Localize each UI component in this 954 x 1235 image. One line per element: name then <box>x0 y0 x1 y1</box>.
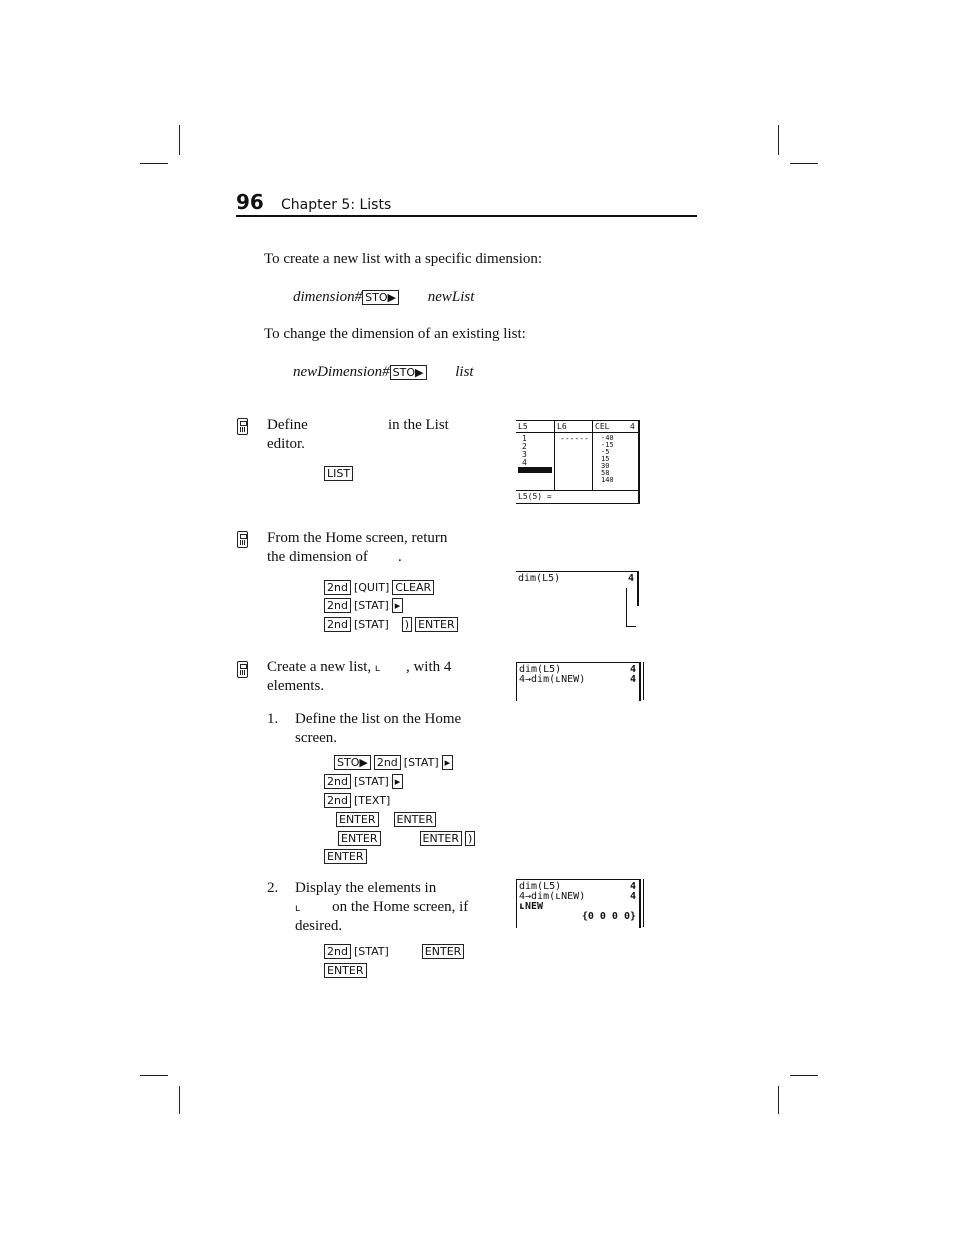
stat-key: [STAT] <box>353 774 389 788</box>
substep2-keys-row1 <box>324 942 467 959</box>
substep2-num: 2. <box>267 880 279 896</box>
step3-text-b: , with 4 <box>405 659 452 675</box>
list-cell: 4 <box>522 458 527 467</box>
substep1-keys-row5 <box>338 829 478 846</box>
enter-key: ENTER <box>422 944 465 959</box>
second-key: 2nd <box>374 755 401 770</box>
home-screen-substep2 <box>516 879 641 928</box>
stat-key: [STAT] <box>403 755 439 769</box>
close-paren-key: ) <box>402 617 412 632</box>
sto-key: STO▶ <box>362 290 399 305</box>
crop-mark <box>179 1086 180 1114</box>
screen-value: 4 <box>629 664 636 675</box>
step1-text-b: in the List <box>388 417 449 433</box>
stat-key-label: STAT <box>358 774 385 788</box>
list-cell: 1 <box>522 434 527 443</box>
substep2-text-c: desired. <box>295 918 343 934</box>
crop-mark <box>140 163 168 164</box>
step2-keys-row2 <box>324 596 406 613</box>
step3-text-c: elements. <box>267 678 325 694</box>
step3-text <box>267 658 451 678</box>
list-cell: 2 <box>522 442 527 451</box>
stat-key-label: STAT <box>358 944 385 958</box>
screen-edge <box>643 879 644 927</box>
list-symbol: ʟ <box>295 903 301 914</box>
substep1-num: 1. <box>267 711 279 727</box>
stat-key: [STAT] <box>353 944 389 958</box>
header-divider <box>516 432 638 433</box>
list-key: LIST <box>324 466 353 481</box>
syntax-arg: newDimension# <box>293 364 390 380</box>
crop-mark <box>790 1075 818 1076</box>
enter-key: ENTER <box>415 617 458 632</box>
step2-keys-row3 <box>324 615 461 632</box>
second-key: 2nd <box>324 944 351 959</box>
substep1-keys-row2 <box>324 772 406 789</box>
screen-value: 4 <box>629 674 636 685</box>
text-key-label: TEXT <box>358 793 386 807</box>
screen-line: dim(L5) <box>519 881 562 892</box>
list-cell: 58 <box>601 469 610 477</box>
screen-line: ʟNEW <box>519 901 544 912</box>
screen-bracket <box>626 588 627 626</box>
step1-text-a: Define <box>267 417 308 433</box>
second-key: 2nd <box>324 580 351 595</box>
enter-key: ENTER <box>338 831 381 846</box>
quit-key-label: QUIT <box>358 580 385 594</box>
crop-mark <box>140 1075 168 1076</box>
chapter-title: Chapter 5: Lists <box>281 197 392 213</box>
step2-keys-row1 <box>324 578 437 595</box>
second-key: 2nd <box>324 617 351 632</box>
list-cell: -15 <box>601 441 614 449</box>
second-key: 2nd <box>324 774 351 789</box>
list-header-cel: CEL <box>595 422 610 431</box>
list-symbol: ʟ <box>374 663 380 674</box>
enter-key: ENTER <box>394 812 437 827</box>
right-arrow-key: ▸ <box>392 774 404 789</box>
substep1-keys-row1 <box>334 753 456 770</box>
substep1-text-a: Define the list on the Home <box>295 711 462 727</box>
syntax-target: list <box>455 364 474 380</box>
list-cell: 3 <box>522 450 527 459</box>
list-header-l5: L5 <box>518 422 528 431</box>
calculator-icon <box>237 531 248 548</box>
list-editor-screen <box>516 420 640 504</box>
crop-mark <box>778 125 779 155</box>
screen-value: 4 <box>627 573 634 584</box>
substep2-text-a: Display the elements in <box>295 880 437 896</box>
text-key: [TEXT] <box>353 793 391 807</box>
list-cell: -40 <box>601 434 614 442</box>
list-cursor <box>518 467 552 473</box>
create-syntax <box>293 288 474 307</box>
sto-key: STO▶ <box>334 755 371 770</box>
substep1-keys-row6 <box>324 847 370 864</box>
right-arrow-key: ▸ <box>442 755 454 770</box>
syntax-target: newList <box>427 289 475 305</box>
step1-keys <box>324 464 356 481</box>
list-header-l6: L6 <box>557 422 567 431</box>
home-screen-step2 <box>516 571 639 606</box>
stat-key-label: STAT <box>358 598 385 612</box>
enter-key: ENTER <box>420 831 463 846</box>
change-intro: To change the dimension of an existing list: <box>264 326 526 342</box>
list-cell: 30 <box>601 462 610 470</box>
step2-text-b: the dimension of <box>267 549 368 565</box>
enter-key: ENTER <box>324 963 367 978</box>
substep2-keys-row2 <box>324 961 370 978</box>
step3-text-a: Create a new list, <box>267 659 372 675</box>
calculator-icon <box>237 661 248 678</box>
screen-line: 4→dim(ʟNEW) <box>519 891 586 902</box>
substep1-keys-row3 <box>324 791 393 808</box>
substep2-text-b: on the Home screen, if <box>332 899 469 915</box>
create-intro: To create a new list with a specific dimension: <box>264 251 543 267</box>
right-arrow-key: ▸ <box>392 598 404 613</box>
second-key: 2nd <box>324 598 351 613</box>
change-syntax <box>293 363 474 382</box>
step2-text-a: From the Home screen, return <box>267 530 448 546</box>
enter-key: ENTER <box>336 812 379 827</box>
screen-bracket <box>626 626 636 627</box>
clear-key: CLEAR <box>392 580 434 595</box>
substep1-keys-row4 <box>336 810 439 827</box>
syntax-arg: dimension# <box>293 289 363 305</box>
status-divider <box>516 490 638 491</box>
crop-mark <box>790 163 818 164</box>
close-paren-key: ) <box>465 831 475 846</box>
enter-key: ENTER <box>324 849 367 864</box>
crop-mark <box>778 1086 779 1114</box>
calculator-icon <box>237 418 248 435</box>
page-number: 96 <box>236 190 264 214</box>
screen-line: 4→dim(ʟNEW) <box>519 674 586 685</box>
header-rule <box>236 215 697 217</box>
screen-edge <box>643 662 644 700</box>
screen-value: {0 0 0 0} <box>581 911 636 922</box>
screen-value: 4 <box>629 891 636 902</box>
screen-value: 4 <box>629 881 636 892</box>
list-cell: -5 <box>601 448 610 456</box>
list-cell: 140 <box>601 476 614 484</box>
screen-line: dim(L5) <box>519 664 562 675</box>
home-screen-step3 <box>516 662 641 701</box>
list-header-count: 4 <box>630 422 635 431</box>
list-status: L5(5) = <box>518 492 552 501</box>
list-cell: ------ <box>560 434 589 443</box>
screen-line: dim(L5) <box>518 573 561 584</box>
step2-text-c: . <box>398 549 402 565</box>
stat-key-label: STAT <box>358 617 385 631</box>
stat-key-label: STAT <box>408 755 435 769</box>
substep2-text-line2 <box>295 898 468 918</box>
substep1-text-b: screen. <box>295 730 338 746</box>
sto-key: STO▶ <box>390 365 427 380</box>
quit-key: [QUIT] <box>353 580 390 594</box>
stat-key: [STAT] <box>353 598 389 612</box>
stat-key: [STAT] <box>353 617 389 631</box>
second-key: 2nd <box>324 793 351 808</box>
crop-mark <box>179 125 180 155</box>
list-cell: 15 <box>601 455 610 463</box>
step1-text-c: editor. <box>267 436 305 452</box>
